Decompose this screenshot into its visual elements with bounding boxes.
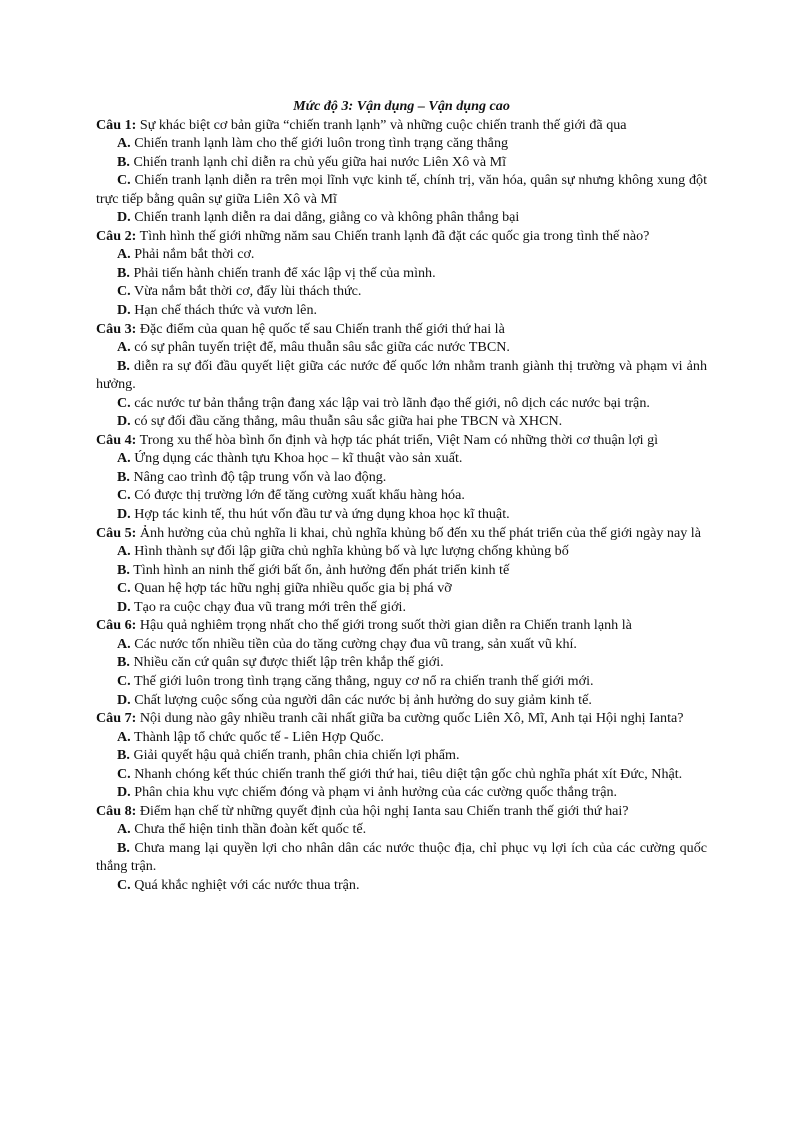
answer-option [96,468,707,487]
answer-option [96,598,707,617]
option-letter: C. [117,672,131,689]
answer-option [96,412,707,431]
question-label: Câu 8: [96,802,137,819]
option-text: Chiến tranh lạnh diễn ra trên mọi lĩnh vực kinh tế, chính trị, văn hóa, quân sự nhưng không xung đột trực tiếp bằng quân sự giữa Liên Xô và Mĩ [96,172,707,207]
option-letter: C. [117,876,131,893]
option-text: các nước tư bản thắng trận đang xác lập vai trò lãnh đạo thế giới, nô dịch các nước bại trận. [130,394,650,411]
option-letter: A. [117,543,131,560]
option-letter: A. [117,135,131,152]
question-8 [96,802,707,821]
question-text: Trong xu thế hòa bình ổn định và hợp tác phát triển, Việt Nam có những thời cơ thuận lợi gì [136,431,659,448]
answer-option [96,134,707,153]
question-7 [96,709,707,728]
option-letter: A. [117,339,131,356]
question-label: Câu 3: [96,320,137,337]
question-text: Sự khác biệt cơ bản giữa “chiến tranh lạnh” và những cuộc chiến tranh thế giới đã qua [136,116,627,133]
answer-option [96,357,707,394]
option-letter: C. [117,394,131,411]
answer-option [96,672,707,691]
option-letter: D. [117,209,131,226]
option-letter: D. [117,506,131,523]
question-text: Hậu quả nghiêm trọng nhất cho thế giới trong suốt thời gian diễn ra Chiến tranh lạnh là [136,617,632,634]
option-text: Quan hệ hợp tác hữu nghị giữa nhiều quốc gia bị phá vỡ [130,580,452,597]
answer-option [96,153,707,172]
option-letter: A. [117,450,131,467]
question-3 [96,320,707,339]
option-letter: B. [117,561,130,578]
option-letter: A. [117,635,131,652]
option-text: Hợp tác kinh tế, thu hút vốn đầu tư và ứng dụng khoa học kĩ thuật. [130,506,510,523]
answer-option [96,171,707,208]
question-label: Câu 2: [96,227,137,244]
document-body [96,97,707,895]
answer-option [96,505,707,524]
option-letter: C. [117,580,131,597]
answer-option [96,542,707,561]
option-text: Chất lượng cuộc sống của người dân các nước bị ảnh hưởng do suy giảm kinh tế. [130,691,592,708]
option-letter: A. [117,246,131,263]
question-2 [96,227,707,246]
option-text: diễn ra sự đối đầu quyết liệt giữa các nước đế quốc lớn nhằm tranh giành thị trường và phạm vi ảnh hưởng. [96,357,707,393]
option-letter: B. [117,357,130,374]
option-text: Các nước tốn nhiều tiền của do tăng cường chạy đua vũ trang, sản xuất vũ khí. [130,635,577,652]
option-text: Tình hình an ninh thế giới bất ổn, ảnh hưởng đến phát triển kinh tế [129,561,510,578]
option-text: Nhiều căn cứ quân sự được thiết lập trên khắp thế giới. [129,654,444,671]
answer-option [96,338,707,357]
option-text: Quá khắc nghiệt với các nước thua trận. [130,876,360,893]
answer-option [96,282,707,301]
question-label: Câu 5: [96,524,137,541]
answer-option [96,245,707,264]
option-letter: A. [117,821,131,838]
option-letter: C. [117,172,131,189]
option-text: Hình thành sự đối lập giữa chủ nghĩa khủng bố và lực lượng chống khủng bố [130,543,569,560]
answer-option [96,561,707,580]
answer-option [96,839,707,876]
answer-option [96,208,707,227]
option-text: Ứng dụng các thành tựu Khoa học – kĩ thuật vào sản xuất. [130,450,463,467]
answer-option [96,653,707,672]
option-letter: D. [117,784,131,801]
option-letter: D. [117,598,131,615]
option-letter: C. [117,765,131,782]
document-title: Mức độ 3: Vận dụng – Vận dụng cao [293,98,510,114]
option-text: Nâng cao trình độ tập trung vốn và lao động. [129,468,387,485]
option-text: Chưa thể hiện tinh thần đoàn kết quốc tế. [130,821,367,838]
option-text: Chiến tranh lạnh diễn ra dai dẳng, giằng co và không phân thắng bại [130,209,520,226]
option-letter: D. [117,302,131,319]
question-text: Ảnh hưởng của chủ nghĩa li khai, chủ nghĩa khủng bố đến xu thế phát triển của thế giới ngày nay là [136,524,701,541]
option-text: Có được thị trường lớn để tăng cường xuất khẩu hàng hóa. [130,487,465,504]
question-label: Câu 1: [96,116,137,133]
option-text: Vừa nắm bắt thời cơ, đẩy lùi thách thức. [130,283,362,300]
question-text: Đặc điểm của quan hệ quốc tế sau Chiến tranh thế giới thứ hai là [136,320,505,337]
question-label: Câu 7: [96,710,137,727]
option-text: Chiến tranh lạnh chỉ diễn ra chủ yếu giữa hai nước Liên Xô và Mĩ [129,153,507,170]
option-letter: D. [117,413,131,430]
answer-option [96,746,707,765]
answer-option [96,691,707,710]
option-letter: C. [117,487,131,504]
answer-option [96,394,707,413]
option-letter: B. [117,654,130,671]
answer-option [96,264,707,283]
option-letter: C. [117,283,131,300]
question-4 [96,431,707,450]
option-text: Giải quyết hậu quả chiến tranh, phân chia chiến lợi phẩm. [129,747,460,764]
option-text: Chiến tranh lạnh làm cho thế giới luôn trong tình trạng căng thẳng [130,135,509,152]
answer-option [96,449,707,468]
option-letter: B. [117,264,130,281]
answer-option [96,486,707,505]
option-text: Nhanh chóng kết thúc chiến tranh thế giới thứ hai, tiêu diệt tận gốc chủ nghĩa phát xít Đức, Nhật. [130,765,683,782]
question-label: Câu 4: [96,431,137,448]
option-text: Chưa mang lại quyền lợi cho nhân dân các nước thuộc địa, chỉ phục vụ lợi ích của các cường quốc thắng trận. [96,839,707,875]
option-letter: A. [117,728,131,745]
option-letter: B. [117,839,130,856]
answer-option [96,765,707,784]
option-text: Hạn chế thách thức và vươn lên. [130,302,318,319]
question-text: Nội dung nào gây nhiều tranh cãi nhất giữa ba cường quốc Liên Xô, Mĩ, Anh tại Hội nghị Ianta? [136,710,684,727]
option-text: Tạo ra cuộc chạy đua vũ trang mới trên thế giới. [130,598,406,615]
question-text: Tình hình thế giới những năm sau Chiến tranh lạnh đã đặt các quốc gia trong tình thế nào? [136,227,650,244]
question-6 [96,616,707,635]
option-text: Thành lập tổ chức quốc tế - Liên Hợp Quốc. [130,728,384,745]
question-5 [96,524,707,543]
option-letter: B. [117,153,130,170]
option-letter: B. [117,747,130,764]
option-text: Phải nắm bắt thời cơ. [130,246,255,263]
option-text: Phân chia khu vực chiếm đóng và phạm vi ảnh hưởng của các cường quốc thắng trận. [130,784,618,801]
option-text: có sự đối đầu căng thẳng, mâu thuẫn sâu sắc giữa hai phe TBCN và XHCN. [130,413,563,430]
question-label: Câu 6: [96,617,137,634]
option-letter: D. [117,691,131,708]
answer-option [96,820,707,839]
answer-option [96,301,707,320]
answer-option [96,728,707,747]
answer-option [96,783,707,802]
answer-option [96,635,707,654]
answer-option [96,876,707,895]
option-text: có sự phân tuyến triệt để, mâu thuẫn sâu sắc giữa các nước TBCN. [130,339,510,356]
question-text: Điểm hạn chế từ những quyết định của hội nghị Ianta sau Chiến tranh thế giới thứ hai? [136,802,629,819]
question-1 [96,116,707,135]
option-letter: B. [117,468,130,485]
option-text: Phải tiến hành chiến tranh để xác lập vị thế của mình. [129,264,436,281]
option-text: Thế giới luôn trong tình trạng căng thẳng, nguy cơ nổ ra chiến tranh thế giới mới. [130,672,594,689]
answer-option [96,579,707,598]
